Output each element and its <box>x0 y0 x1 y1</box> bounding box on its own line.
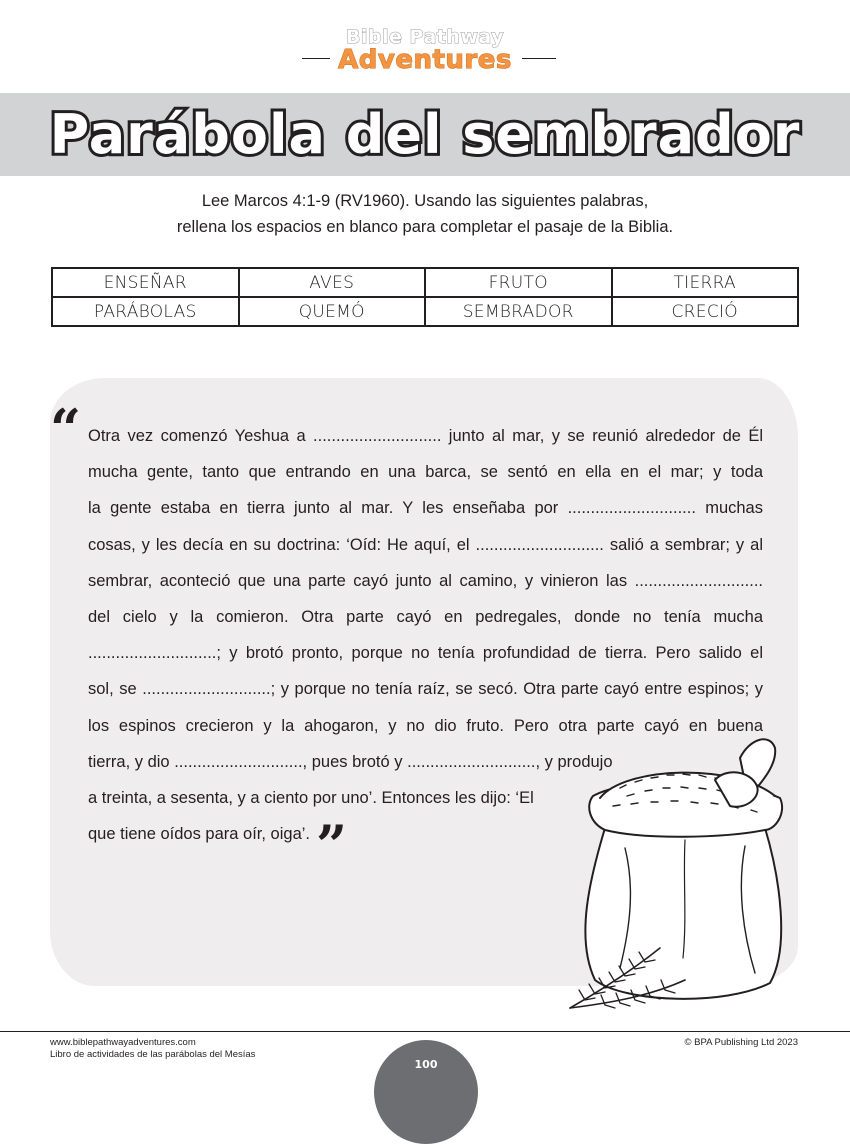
instructions-line-2: rellena los espacios en blanco para completar el pasaje de la Biblia. <box>176 218 674 236</box>
footer-left <box>50 1037 255 1061</box>
passage-line: sembrar, aconteció que una parte cayó junto al camino, y vinieron las ............................ <box>88 571 763 590</box>
logo-line-2: Adventures <box>338 45 512 75</box>
logo-divider-right <box>522 58 556 59</box>
word-bank-row <box>52 268 798 297</box>
word-bank-cell: TIERRA <box>612 268 799 297</box>
page-title: Parábola del sembrador <box>49 103 801 166</box>
word-bank-cell: SEMBRADOR <box>425 297 612 326</box>
passage-line: mucha gente, tanto que entrando en una barca, se sentó en ella en el mar; y toda <box>88 463 763 482</box>
footer-book-title: Libro de actividades de las parábolas del Mesías <box>50 1049 256 1060</box>
passage-line: ............................; y brotó pronto, porque no tenía profundidad de tierra. Pero salido el <box>88 644 763 663</box>
page-number: 100 <box>414 1058 438 1071</box>
passage-line: del cielo y la comieron. Otra parte cayó en pedregales, donde no tenía mucha <box>88 607 763 626</box>
word-bank-table <box>51 267 799 327</box>
word-bank-cell: AVES <box>239 268 426 297</box>
footer-website: www.biblepathwayadventures.com <box>50 1037 196 1048</box>
logo <box>0 26 850 82</box>
word-bank-cell: CRECIÓ <box>612 297 799 326</box>
passage-line: sol, se ............................; y porque no tenía raíz, se secó. Otra parte cayó entre espinos; y <box>88 680 763 699</box>
passage-line: cosas, y les decía en su doctrina: ‘Oíd: He aquí, el ............................ salió a sembrar; y al <box>88 535 763 554</box>
logo-line-1: Bible Pathway <box>345 26 505 48</box>
page-number-tab <box>374 1040 478 1144</box>
logo-divider-left <box>302 58 330 59</box>
word-bank-cell: ENSEÑAR <box>52 268 239 297</box>
word-bank-cell: FRUTO <box>425 268 612 297</box>
passage-line: los espinos crecieron y la ahogaron, y no dio fruto. Pero otra parte cayó en buena <box>88 716 763 735</box>
word-bank-cell: QUEMÓ <box>239 297 426 326</box>
passage-line: la gente estaba en tierra junto al mar. Y les enseñaba por ............................ muchas <box>88 499 763 518</box>
passage-line: que tiene oídos para oír, oiga’. <box>88 825 310 844</box>
close-quote-icon: ” <box>316 813 348 877</box>
passage-line: Otra vez comenzó Yeshua a ............................ junto al mar, y se reunió alrededor de Él <box>88 427 763 445</box>
footer-divider <box>0 1031 850 1032</box>
passage-line: tierra, y dio ............................, pues brotó y ............................, y produjo <box>88 752 613 771</box>
passage-line: a treinta, a sesenta, y a ciento por uno’. Entonces les dijo: ‘El <box>88 788 534 807</box>
instructions <box>0 188 850 240</box>
title-band <box>0 93 850 176</box>
word-bank-cell: PARÁBOLAS <box>52 297 239 326</box>
word-bank-row <box>52 297 798 326</box>
instructions-line-1: Lee Marcos 4:1-9 (RV1960). Usando las siguientes palabras, <box>201 192 649 210</box>
footer-copyright: © BPA Publishing Ltd 2023 <box>684 1037 798 1048</box>
seed-sack-icon <box>565 718 805 1018</box>
open-quote-icon: “ <box>50 397 82 461</box>
